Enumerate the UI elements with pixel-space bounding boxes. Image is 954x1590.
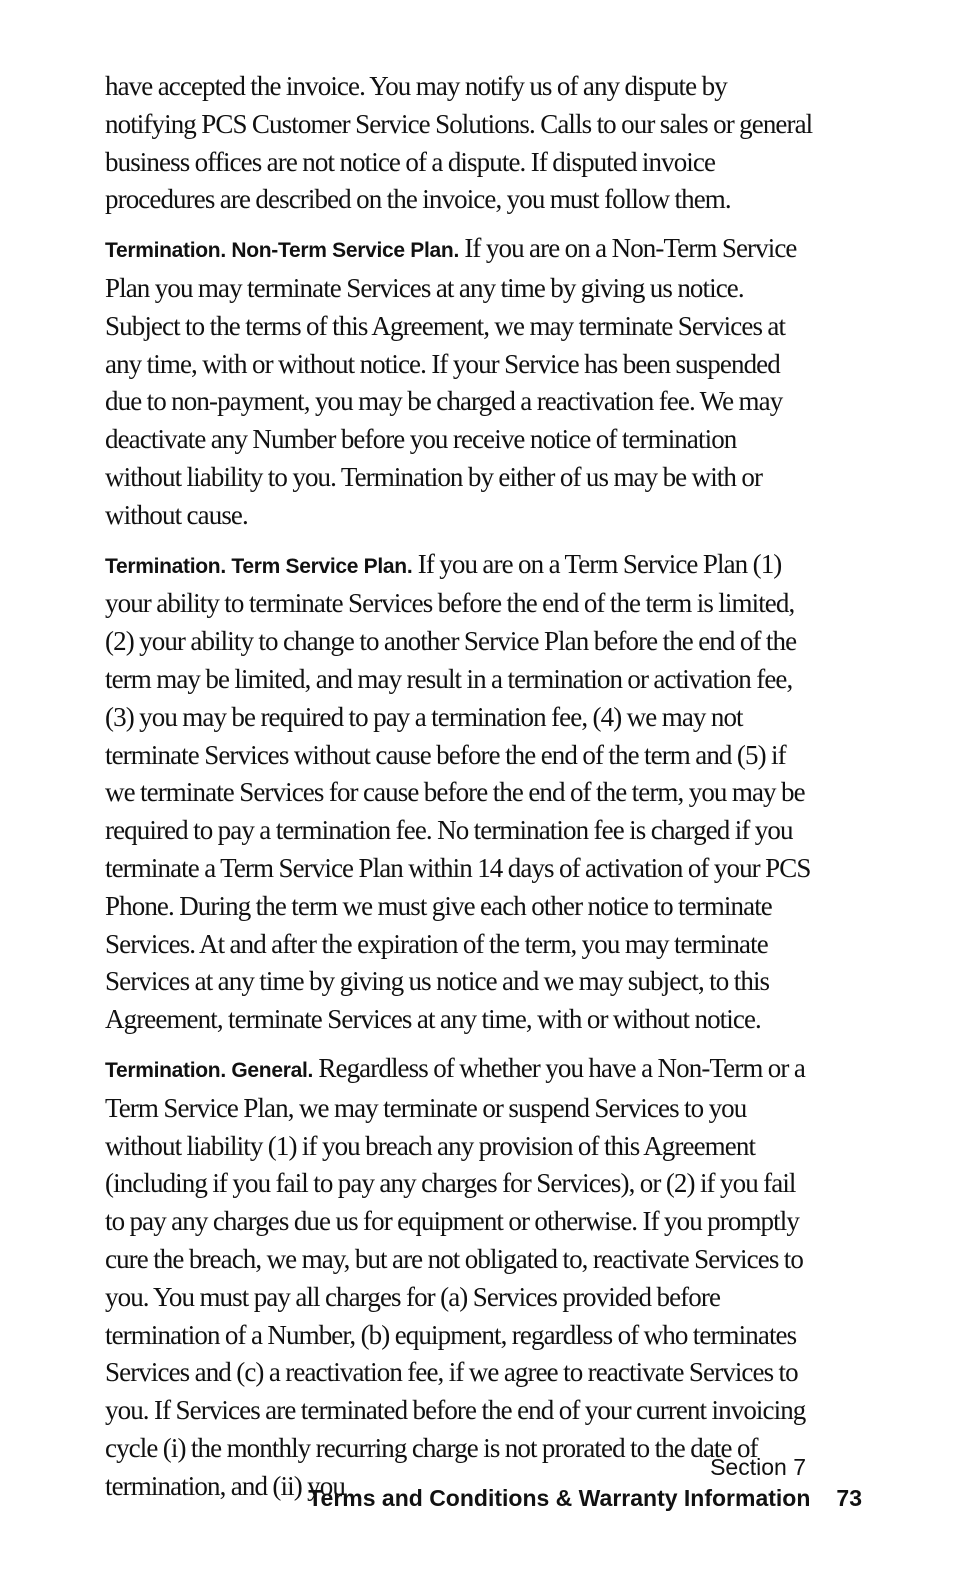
footer-chapter-title: Terms and Conditions & Warranty Information [308,1485,811,1511]
paragraph-invoice-dispute [105,68,817,219]
paragraph-text: If you are on a Term Service Plan (1) your ability to terminate Services before the end of the term is limited, (2) your ability to change to another Service Plan before the end of the term may be limited, and may result in a termination or activation fee, (3) you may be required to pay a termination fee, (4) we may not terminate Services without cause before the end of the term and (5) if we terminate Services for cause before the end of the term, you may be required to pay a termination fee. No termination fee is charged if you terminate a Term Service Plan within 14 days of activation of your PCS Phone. During the term we must give each other notice to terminate Services. At and after the expiration of the term, you may terminate Services at any time by giving us notice and we may subject, to this Agreement, terminate Services at any time, with or without notice. [105,548,811,1035]
paragraph-termination-general [105,1050,817,1506]
paragraph-heading: Termination. Term Service Plan. [105,554,413,578]
paragraph-text: If you are on a Non-Term Service Plan you may terminate Services at any time by giving us notice. Subject to the terms of this Agreement, we may terminate Services at any time, with or without notice. If your Service has been suspended due to non-payment, you may be charged a reactivation fee. We may deactivate any Number before you receive notice of termination without liability to you. Termination by either of us may be with or without cause. [105,233,797,530]
paragraph-heading: Termination. General. [105,1058,314,1082]
paragraph-text: Regardless of whether you have a Non-Term or a Term Service Plan, we may terminate or suspend Services to you without liability (1) if you breach any provision of this Agreement (including if you fail to pay any charges for Services), or (2) if you fail to pay any charges due us for equipment or otherwise. If you promptly cure the breach, we may, but are not obligated to, reactivate Services to you. You must pay all charges for (a) Services provided before termination of a Number, (b) equipment, regardless of who terminates Services and (c) a reactivation fee, if we agree to reactivate Services to you. If Services are terminated before the end of your current invoicing cycle (i) the monthly recurring charge is not prorated to the date of termination, and (ii) you [105,1052,806,1501]
footer-title-row [308,1482,862,1514]
footer-section-label: Section 7 [710,1454,806,1480]
paragraph-termination-term [105,546,817,1039]
paragraph-text: have accepted the invoice. You may notify us of any dispute by notifying PCS Customer Service Solutions. Calls to our sales or general business offices are not notice of a dispute. If disputed invoice procedures are described on the invoice, you must follow them. [105,71,813,215]
page-body [105,68,817,1516]
paragraph-termination-non-term [105,230,817,534]
paragraph-heading: Termination. Non-Term Service Plan. [105,239,459,263]
page-footer [308,1452,862,1514]
page-number: 73 [836,1485,862,1511]
